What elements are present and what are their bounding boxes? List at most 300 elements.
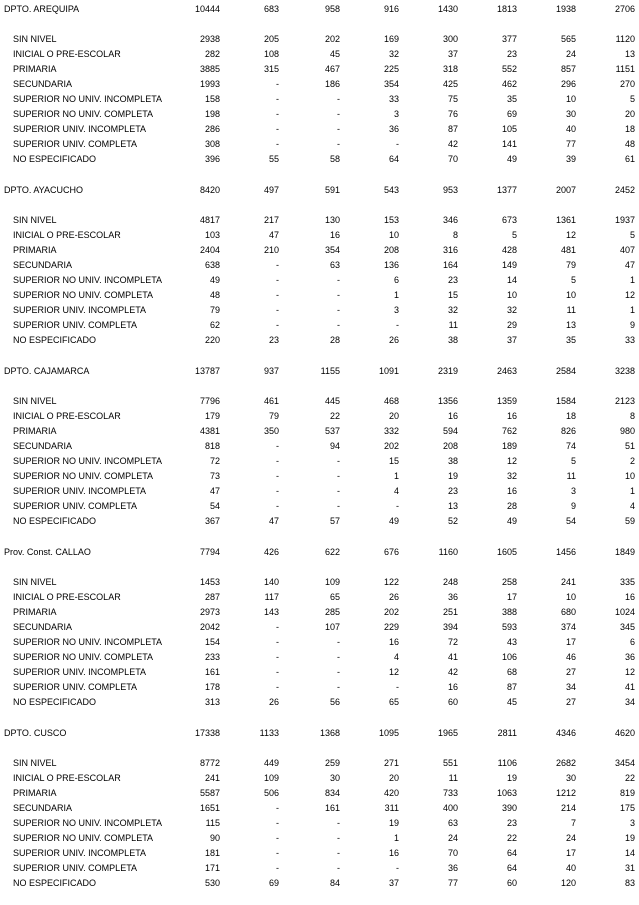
value-cell: - <box>276 818 279 828</box>
table-row <box>0 273 639 288</box>
value-cell: 94 <box>329 441 340 451</box>
value-cell: - <box>276 652 279 662</box>
value-cell: 462 <box>501 79 517 89</box>
value-cell: - <box>337 848 340 858</box>
value-cell: 210 <box>263 245 279 255</box>
value-cell: 394 <box>442 622 458 632</box>
value-cell: 10 <box>624 471 635 481</box>
value-cell: - <box>276 94 279 104</box>
value-cell: 49 <box>388 516 399 526</box>
education-level-label: SUPERIOR NO UNIV. INCOMPLETA <box>13 94 163 104</box>
value-cell: 7796 <box>199 396 220 406</box>
table-row <box>0 394 639 409</box>
value-cell: 136 <box>383 260 399 270</box>
table-row <box>0 876 639 891</box>
value-cell: 15 <box>447 290 458 300</box>
value-cell: 420 <box>383 788 399 798</box>
table-row <box>0 514 639 529</box>
value-cell: - <box>276 848 279 858</box>
value-cell: 332 <box>383 426 399 436</box>
value-cell: 171 <box>204 863 220 873</box>
value-cell: 818 <box>204 441 220 451</box>
total-cell: 676 <box>383 547 399 557</box>
value-cell: 251 <box>442 607 458 617</box>
education-level-label: SECUNDARIA <box>13 79 73 89</box>
total-cell: 8420 <box>199 185 220 195</box>
total-cell: 1965 <box>437 728 458 738</box>
total-cell: 1456 <box>555 547 576 557</box>
value-cell: 12 <box>624 667 635 677</box>
value-cell: 12 <box>388 667 399 677</box>
value-cell: 8 <box>629 411 635 421</box>
total-cell: 1091 <box>378 366 399 376</box>
value-cell: 32 <box>388 49 399 59</box>
value-cell: 62 <box>209 320 220 330</box>
value-cell: 38 <box>447 335 458 345</box>
value-cell: 407 <box>619 245 635 255</box>
value-cell: - <box>337 275 340 285</box>
value-cell: - <box>337 471 340 481</box>
total-cell: 1813 <box>496 4 517 14</box>
value-cell: 27 <box>565 667 576 677</box>
value-cell: 35 <box>565 335 576 345</box>
value-cell: 32 <box>506 305 517 315</box>
education-level-label: SUPERIOR UNIV. INCOMPLETA <box>13 124 147 134</box>
value-cell: 315 <box>263 64 279 74</box>
value-cell: - <box>337 486 340 496</box>
value-cell: 4 <box>393 486 399 496</box>
table-row <box>0 665 639 680</box>
total-cell: 2584 <box>555 366 576 376</box>
value-cell: - <box>337 456 340 466</box>
value-cell: 23 <box>506 49 517 59</box>
table-row <box>0 213 639 228</box>
value-cell: 164 <box>442 260 458 270</box>
value-cell: 834 <box>324 788 340 798</box>
section-total-row <box>0 545 639 560</box>
value-cell: - <box>337 818 340 828</box>
education-level-label: SUPERIOR NO UNIV. COMPLETA <box>13 471 154 481</box>
total-cell: 2452 <box>614 185 635 195</box>
value-cell: 400 <box>442 803 458 813</box>
value-cell: 32 <box>506 471 517 481</box>
value-cell: 72 <box>209 456 220 466</box>
value-cell: 19 <box>447 471 458 481</box>
value-cell: - <box>276 501 279 511</box>
value-cell: 14 <box>624 848 635 858</box>
value-cell: 198 <box>204 109 220 119</box>
education-level-label: PRIMARIA <box>13 245 57 255</box>
table-row <box>0 635 639 650</box>
value-cell: 40 <box>565 124 576 134</box>
value-cell: 1 <box>393 471 399 481</box>
value-cell: 11 <box>448 773 458 783</box>
value-cell: 1 <box>629 486 635 496</box>
value-cell: 350 <box>263 426 279 436</box>
value-cell: 241 <box>204 773 220 783</box>
value-cell: 271 <box>383 758 399 768</box>
table-row <box>0 484 639 499</box>
value-cell: 181 <box>204 848 220 858</box>
value-cell: 51 <box>624 441 635 451</box>
total-cell: 1160 <box>438 547 458 557</box>
value-cell: 396 <box>204 154 220 164</box>
value-cell: 178 <box>204 682 220 692</box>
value-cell: 49 <box>209 275 220 285</box>
value-cell: 3 <box>629 818 635 828</box>
value-cell: 20 <box>388 411 399 421</box>
table-row <box>0 107 639 122</box>
total-cell: 1430 <box>437 4 458 14</box>
value-cell: 354 <box>324 245 340 255</box>
value-cell: - <box>337 139 340 149</box>
total-cell: 591 <box>324 185 340 195</box>
value-cell: 103 <box>204 230 220 240</box>
value-cell: 79 <box>268 411 279 421</box>
total-cell: 1849 <box>614 547 635 557</box>
value-cell: 18 <box>624 124 635 134</box>
education-level-label: SUPERIOR NO UNIV. COMPLETA <box>13 290 154 300</box>
value-cell: 33 <box>624 335 635 345</box>
value-cell: 84 <box>329 878 340 888</box>
education-level-label: SUPERIOR UNIV. COMPLETA <box>13 320 138 330</box>
value-cell: 30 <box>565 109 576 119</box>
total-cell: 2007 <box>555 185 576 195</box>
value-cell: 20 <box>388 773 399 783</box>
value-cell: 4817 <box>199 215 220 225</box>
table-row <box>0 831 639 846</box>
value-cell: 1 <box>629 275 635 285</box>
value-cell: - <box>276 456 279 466</box>
value-cell: 225 <box>383 64 399 74</box>
value-cell: 64 <box>506 863 517 873</box>
value-cell: - <box>337 863 340 873</box>
table-row <box>0 424 639 439</box>
total-cell: 2811 <box>497 728 517 738</box>
education-level-label: NO ESPECIFICADO <box>13 878 97 888</box>
value-cell: 30 <box>329 773 340 783</box>
value-cell: 8 <box>452 230 458 240</box>
value-cell: 13 <box>624 49 635 59</box>
value-cell: 390 <box>501 803 517 813</box>
region-section <box>0 362 639 543</box>
value-cell: 388 <box>501 607 517 617</box>
value-cell: 22 <box>624 773 635 783</box>
value-cell: 214 <box>560 803 576 813</box>
value-cell: 48 <box>209 290 220 300</box>
value-cell: 15 <box>388 456 399 466</box>
region-title: DPTO. CAJAMARCA <box>4 366 90 376</box>
value-cell: 1120 <box>615 34 635 44</box>
value-cell: 202 <box>324 34 340 44</box>
value-cell: 18 <box>565 411 576 421</box>
table-row <box>0 77 639 92</box>
value-cell: 24 <box>565 49 576 59</box>
value-cell: 594 <box>442 426 458 436</box>
value-cell: 229 <box>383 622 399 632</box>
value-cell: 179 <box>204 411 220 421</box>
total-cell: 1368 <box>319 728 340 738</box>
value-cell: 23 <box>506 818 517 828</box>
value-cell: 19 <box>388 818 399 828</box>
value-cell: 1 <box>629 305 635 315</box>
table-row <box>0 680 639 695</box>
value-cell: 345 <box>619 622 635 632</box>
value-cell: - <box>337 501 340 511</box>
education-level-label: NO ESPECIFICADO <box>13 154 97 164</box>
value-cell: 65 <box>329 592 340 602</box>
value-cell: 42 <box>447 139 458 149</box>
value-cell: - <box>396 320 399 330</box>
value-cell: 120 <box>560 878 576 888</box>
value-cell: 14 <box>506 275 517 285</box>
value-cell: 48 <box>624 139 635 149</box>
value-cell: 819 <box>619 788 635 798</box>
value-cell: 33 <box>388 94 399 104</box>
value-cell: 45 <box>506 697 517 707</box>
value-cell: 2973 <box>199 607 220 617</box>
value-cell: 60 <box>506 878 517 888</box>
table-row <box>0 318 639 333</box>
value-cell: 1 <box>393 833 399 843</box>
value-cell: 24 <box>565 833 576 843</box>
total-cell: 543 <box>383 185 399 195</box>
total-cell: 958 <box>324 4 340 14</box>
education-level-label: NO ESPECIFICADO <box>13 335 97 345</box>
education-level-label: INICIAL O PRE-ESCOLAR <box>13 592 121 602</box>
education-level-label: SUPERIOR NO UNIV. INCOMPLETA <box>13 818 163 828</box>
table-row <box>0 756 639 771</box>
education-level-label: SUPERIOR UNIV. COMPLETA <box>13 139 138 149</box>
total-cell: 4346 <box>555 728 576 738</box>
education-level-label: SECUNDARIA <box>13 622 73 632</box>
education-level-label: SIN NIVEL <box>13 758 57 768</box>
value-cell: 16 <box>388 848 399 858</box>
value-cell: 202 <box>383 441 399 451</box>
value-cell: - <box>276 803 279 813</box>
value-cell: - <box>396 682 399 692</box>
value-cell: 445 <box>324 396 340 406</box>
value-cell: 11 <box>566 305 576 315</box>
education-level-label: SUPERIOR UNIV. COMPLETA <box>13 863 138 873</box>
value-cell: 69 <box>506 109 517 119</box>
value-cell: 76 <box>447 109 458 119</box>
value-cell: 6 <box>629 637 635 647</box>
region-section <box>0 181 639 362</box>
value-cell: 1993 <box>199 79 220 89</box>
value-cell: - <box>276 833 279 843</box>
total-cell: 1095 <box>378 728 399 738</box>
value-cell: 2042 <box>199 622 220 632</box>
value-cell: 318 <box>442 64 458 74</box>
value-cell: - <box>337 667 340 677</box>
value-cell: 161 <box>324 803 340 813</box>
table-row <box>0 137 639 152</box>
education-level-label: PRIMARIA <box>13 607 57 617</box>
table-row <box>0 288 639 303</box>
table-row <box>0 590 639 605</box>
value-cell: 56 <box>329 697 340 707</box>
value-cell: 75 <box>447 94 458 104</box>
value-cell: 87 <box>506 682 517 692</box>
region-section <box>0 543 639 724</box>
value-cell: - <box>276 320 279 330</box>
value-cell: 3454 <box>614 758 635 768</box>
education-level-label: SUPERIOR NO UNIV. COMPLETA <box>13 833 154 843</box>
value-cell: 26 <box>388 335 399 345</box>
value-cell: - <box>337 652 340 662</box>
total-cell: 497 <box>263 185 279 195</box>
value-cell: 24 <box>447 833 458 843</box>
value-cell: 23 <box>268 335 279 345</box>
value-cell: 26 <box>388 592 399 602</box>
total-cell: 1377 <box>496 185 517 195</box>
value-cell: - <box>276 275 279 285</box>
value-cell: 12 <box>624 290 635 300</box>
education-level-label: INICIAL O PRE-ESCOLAR <box>13 773 121 783</box>
value-cell: - <box>276 305 279 315</box>
value-cell: 4 <box>629 501 635 511</box>
value-cell: 34 <box>624 697 635 707</box>
section-total-row <box>0 364 639 379</box>
value-cell: 4 <box>393 652 399 662</box>
table-row <box>0 816 639 831</box>
value-cell: 857 <box>560 64 576 74</box>
value-cell: 467 <box>324 64 340 74</box>
value-cell: 233 <box>204 652 220 662</box>
value-cell: 37 <box>506 335 517 345</box>
value-cell: 2682 <box>555 758 576 768</box>
total-cell: 13787 <box>194 366 220 376</box>
value-cell: 70 <box>447 848 458 858</box>
value-cell: 762 <box>501 426 517 436</box>
value-cell: 5 <box>570 456 576 466</box>
value-cell: 45 <box>329 49 340 59</box>
table-row <box>0 92 639 107</box>
value-cell: 42 <box>447 667 458 677</box>
total-cell: 2319 <box>437 366 458 376</box>
value-cell: 23 <box>447 275 458 285</box>
value-cell: 22 <box>329 411 340 421</box>
value-cell: - <box>276 79 279 89</box>
table-row <box>0 32 639 47</box>
value-cell: 296 <box>560 79 576 89</box>
value-cell: 308 <box>204 139 220 149</box>
table-row <box>0 333 639 348</box>
table-row <box>0 243 639 258</box>
value-cell: 72 <box>447 637 458 647</box>
value-cell: 826 <box>560 426 576 436</box>
value-cell: - <box>337 637 340 647</box>
value-cell: 468 <box>383 396 399 406</box>
value-cell: 29 <box>506 320 517 330</box>
education-level-label: INICIAL O PRE-ESCOLAR <box>13 49 121 59</box>
value-cell: 13 <box>565 320 576 330</box>
education-level-label: SUPERIOR UNIV. INCOMPLETA <box>13 486 147 496</box>
value-cell: - <box>337 109 340 119</box>
value-cell: - <box>276 863 279 873</box>
value-cell: 377 <box>501 34 517 44</box>
value-cell: 11 <box>448 320 458 330</box>
value-cell: 12 <box>565 230 576 240</box>
value-cell: 109 <box>324 577 340 587</box>
value-cell: - <box>396 501 399 511</box>
value-cell: 316 <box>442 245 458 255</box>
value-cell: 506 <box>263 788 279 798</box>
value-cell: 2123 <box>614 396 635 406</box>
value-cell: 3 <box>393 109 399 119</box>
value-cell: 68 <box>506 667 517 677</box>
value-cell: 46 <box>565 652 576 662</box>
value-cell: 158 <box>204 94 220 104</box>
value-cell: 220 <box>204 335 220 345</box>
value-cell: 10 <box>565 592 576 602</box>
education-level-label: SECUNDARIA <box>13 441 73 451</box>
value-cell: 2404 <box>199 245 220 255</box>
section-total-row <box>0 2 639 17</box>
value-cell: 70 <box>447 154 458 164</box>
total-cell: 683 <box>263 4 279 14</box>
value-cell: 5 <box>629 230 635 240</box>
value-cell: 38 <box>447 456 458 466</box>
value-cell: - <box>276 486 279 496</box>
value-cell: 58 <box>329 154 340 164</box>
value-cell: 59 <box>624 516 635 526</box>
section-total-row <box>0 726 639 741</box>
value-cell: 115 <box>205 818 220 828</box>
table-row <box>0 152 639 167</box>
value-cell: 311 <box>384 803 399 813</box>
value-cell: 6 <box>393 275 399 285</box>
value-cell: 32 <box>447 305 458 315</box>
value-cell: - <box>276 139 279 149</box>
value-cell: 9 <box>570 501 576 511</box>
education-level-label: PRIMARIA <box>13 426 57 436</box>
value-cell: 57 <box>329 516 340 526</box>
table-row <box>0 122 639 137</box>
value-cell: 1651 <box>199 803 220 813</box>
value-cell: 41 <box>447 652 458 662</box>
value-cell: - <box>276 109 279 119</box>
table-row <box>0 47 639 62</box>
education-level-label: SUPERIOR UNIV. INCOMPLETA <box>13 305 147 315</box>
value-cell: 34 <box>565 682 576 692</box>
total-cell: 1938 <box>555 4 576 14</box>
value-cell: 17 <box>565 637 576 647</box>
value-cell: 55 <box>268 154 279 164</box>
value-cell: 63 <box>329 260 340 270</box>
value-cell: 23 <box>447 486 458 496</box>
value-cell: 335 <box>619 577 635 587</box>
total-cell: 3238 <box>614 366 635 376</box>
value-cell: 117 <box>264 592 279 602</box>
value-cell: 537 <box>324 426 340 436</box>
value-cell: 5587 <box>199 788 220 798</box>
value-cell: 313 <box>204 697 220 707</box>
total-cell: 10444 <box>194 4 220 14</box>
region-title: Prov. Const. CALLAO <box>4 547 91 557</box>
value-cell: 1106 <box>497 758 517 768</box>
value-cell: 109 <box>263 773 279 783</box>
value-cell: 248 <box>442 577 458 587</box>
table-row <box>0 409 639 424</box>
value-cell: 37 <box>447 49 458 59</box>
value-cell: 552 <box>501 64 517 74</box>
value-cell: 27 <box>565 697 576 707</box>
total-cell: 916 <box>383 4 399 14</box>
total-cell: 622 <box>324 547 340 557</box>
value-cell: 449 <box>263 758 279 768</box>
